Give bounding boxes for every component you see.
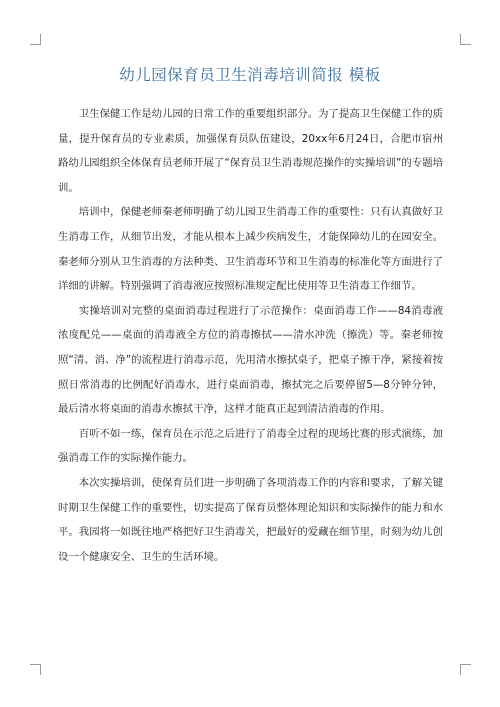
paragraph-demonstration: 实操培训对完整的桌面消毒过程进行了示范操作：桌面消毒工作——84消毒液浓度配兑——桌面的消毒液全方位的消毒擦拭——清水冲洗（擦洗）等。秦老师按照“清、消、净”的流程进行消毒示范，先用清水擦拭桌子，把桌子擦干净，紧接着按照日常消毒的比例配好消毒水，进行桌面消毒，擦拭完之后要停留5—8分钟分钟，最后清水将桌面的消毒水擦拭干净，这样才能真正起到清洁消毒的作用。 bbox=[58, 304, 443, 416]
paragraph-intro: 卫生保健工作是幼儿园的日常工作的重要组织部分。为了提高卫生保健工作的质量，提升保育员的专业素质，加强保育员队伍建设，20xx年6月24日，合肥市宿州路幼儿园组织全体保育员老师开展了“保育员卫生消毒规范操作的实操培训”的专题培训。 bbox=[58, 108, 443, 194]
paragraph-conclusion: 本次实操培训，使保育员们进一步明确了各项消毒工作的内容和要求，了解关键时期卫生保健工作的重要性，切实提高了保育员整体理论知识和实际操作的能力和水平。我园将一如既往地严格把好卫生消毒关，把最好的爱藏在细节里，时刻为幼儿创设一个健康安全、卫生的生活环境。 bbox=[58, 476, 443, 563]
corner-mark-bottom-left bbox=[30, 664, 41, 675]
paragraph-practice: 百听不如一练，保育员在示范之后进行了消毒全过程的现场比赛的形式演练，加强消毒工作的实际操作能力。 bbox=[58, 427, 443, 465]
document-body bbox=[58, 102, 443, 569]
corner-mark-bottom-right bbox=[460, 664, 471, 675]
paragraph-training: 培训中，保健老师秦老师明确了幼儿园卫生消毒工作的重要性：只有认真做好卫生消毒工作，从细节出发，才能从根本上减少疾病发生，才能保障幼儿的在园安全。秦老师分别从卫生消毒的方法种类、卫生消毒环节和卫生消毒的标准化等方面进行了详细的讲解。特别强调了消毒液应按照标准规定配比使用等卫生消毒工作细节。 bbox=[58, 206, 443, 293]
document-title: 幼儿园保育员卫生消毒培训简报 模板 bbox=[119, 66, 381, 84]
corner-mark-top-right bbox=[460, 34, 471, 45]
corner-mark-top-left bbox=[30, 34, 41, 45]
